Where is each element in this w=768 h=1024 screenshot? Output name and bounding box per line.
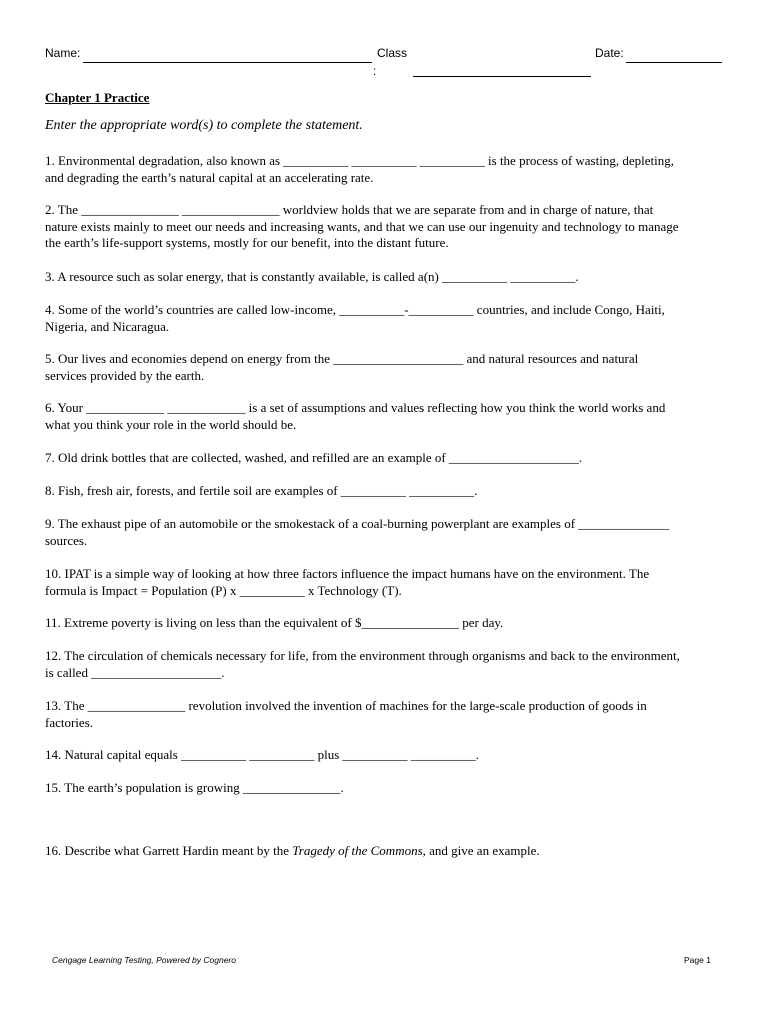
question-11 [45, 615, 725, 632]
question-line: services provided by the earth. [45, 367, 205, 383]
question-line: 12. The circulation of chemicals necessary for life, from the environment through organisms and back to the environment, [45, 648, 680, 663]
question-line: 4. Some of the world’s countries are called low-income, __________-__________ countries, and include Congo, Haiti, [45, 302, 665, 317]
question-line: the earth’s life-support systems, mostly for our benefit, into the distant future. [45, 235, 449, 250]
question-line: 14. Natural capital equals __________ __________ plus __________ __________. [45, 747, 480, 762]
question-line: nature exists mainly to meet our needs and increasing wants, and that we can use our ingenuity and technology to manage [45, 218, 679, 234]
question-1 [45, 153, 725, 186]
question-line: 3. A resource such as solar energy, that is constantly available, is called a(n) __________ __________. [45, 269, 579, 284]
question-line: 11. Extreme poverty is living on less than the equivalent of $_______________ per day. [45, 615, 504, 630]
question-3 [45, 269, 725, 286]
question-4 [45, 302, 725, 335]
question-16-suffix: , and give an example. [422, 843, 540, 858]
question-12 [45, 648, 725, 681]
question-line: Nigeria, and Nicaragua. [45, 318, 170, 334]
question-16 [45, 843, 540, 859]
class-colon: : [373, 64, 377, 78]
question-line: 10. IPAT is a simple way of looking at how three factors influence the impact humans have on the environment. The [45, 566, 650, 581]
question-line: 15. The earth’s population is growing _______________. [45, 780, 344, 795]
question-line: 8. Fish, fresh air, forests, and fertile soil are examples of __________ __________. [45, 483, 478, 498]
question-8 [45, 483, 725, 500]
name-blank[interactable] [83, 62, 372, 63]
question-line: 6. Your ____________ ____________ is a set of assumptions and values reflecting how you think the world works and [45, 400, 666, 415]
question-14 [45, 747, 725, 764]
question-9 [45, 516, 725, 549]
question-line: 1. Environmental degradation, also known as __________ __________ __________ is the process of wasting, depleting, [45, 153, 674, 168]
class-label: Class [377, 46, 408, 60]
question-2 [45, 202, 725, 252]
question-line: 9. The exhaust pipe of an automobile or the smokestack of a coal-burning powerplant are examples of ______________ [45, 516, 670, 531]
question-6 [45, 400, 725, 433]
question-line: what you think your role in the world should be. [45, 416, 297, 432]
date-blank[interactable] [626, 62, 722, 63]
question-line: 13. The _______________ revolution involved the invention of machines for the large-scale production of goods in [45, 698, 647, 713]
class-blank[interactable] [413, 76, 591, 77]
question-line: factories. [45, 714, 94, 730]
question-16-prefix: 16. Describe what Garrett Hardin meant by the [45, 843, 293, 858]
question-15 [45, 780, 725, 797]
question-line: sources. [45, 532, 88, 548]
footer-credit: Cengage Learning Testing, Powered by Cognero [52, 955, 236, 965]
question-line: 7. Old drink bottles that are collected, washed, and refilled are an example of ____________________. [45, 450, 583, 465]
question-line: is called ____________________. [45, 664, 225, 680]
question-line: formula is Impact = Population (P) x __________ x Technology (T). [45, 582, 402, 598]
question-line: 5. Our lives and economies depend on energy from the ____________________ and natural resources and natural [45, 351, 639, 366]
page-number: Page 1 [684, 955, 711, 965]
date-label: Date: [595, 46, 624, 60]
instructions: Enter the appropriate word(s) to complete the statement. [45, 118, 363, 133]
page-title: Chapter 1 Practice [45, 90, 150, 105]
question-16-italic: Tragedy of the Commons [292, 843, 423, 858]
question-5 [45, 351, 725, 384]
question-line: and degrading the earth’s natural capital at an accelerating rate. [45, 169, 374, 185]
name-label: Name: [45, 46, 81, 60]
question-7 [45, 450, 725, 467]
question-10 [45, 566, 725, 599]
question-13 [45, 698, 725, 731]
question-line: 2. The _______________ _______________ worldview holds that we are separate from and in charge of nature, that [45, 202, 654, 217]
